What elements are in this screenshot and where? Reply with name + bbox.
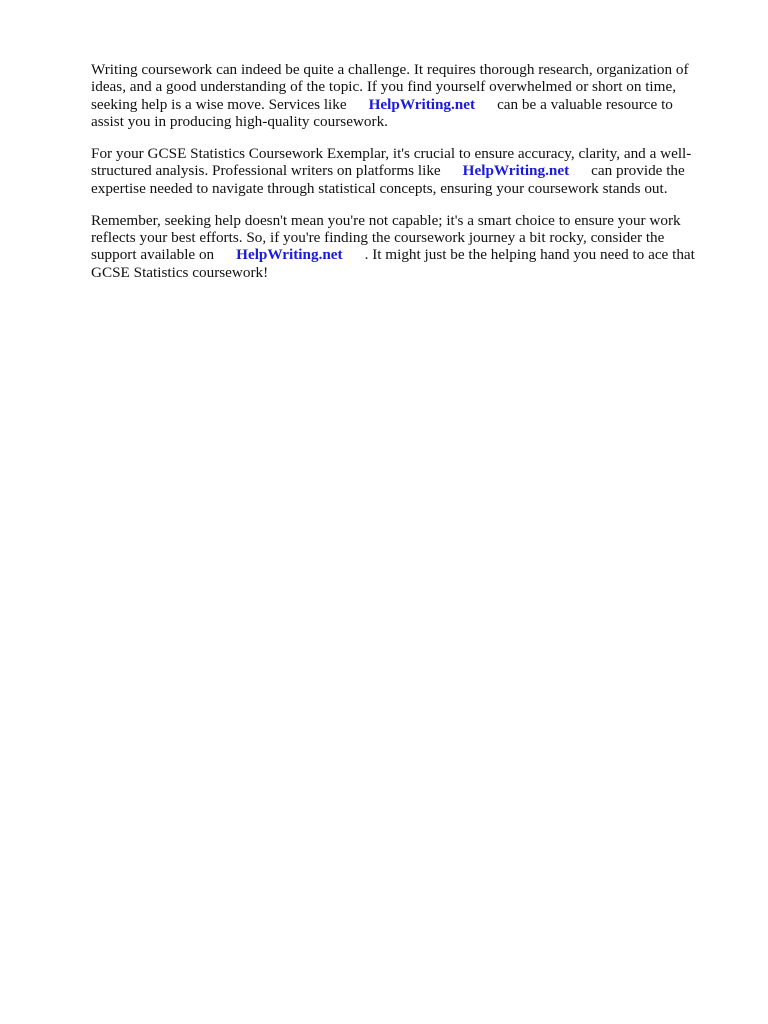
paragraph-2 (91, 145, 717, 197)
document-body (91, 61, 717, 296)
helpwriting-link[interactable]: HelpWriting.net (368, 95, 476, 113)
text-segment: can provide the (591, 162, 685, 180)
text-line (91, 246, 717, 263)
text-line: Remember, seeking help doesn't mean you're not capable; it's a smart choice to ensure your work (91, 211, 681, 229)
text-line: assist you in producing high-quality coursework. (91, 113, 388, 131)
text-line: GCSE Statistics coursework! (91, 263, 269, 281)
text-line: reflects your best efforts. So, if you're finding the coursework journey a bit rocky, consider the (91, 229, 665, 247)
text-segment: seeking help is a wise move. Services like (91, 95, 347, 113)
text-line (91, 96, 717, 113)
text-segment: support available on (91, 246, 215, 264)
paragraph-1 (91, 61, 717, 131)
text-segment: . It might just be the helping hand you need to ace that (364, 246, 695, 264)
text-line: expertise needed to navigate through statistical concepts, ensuring your coursework stands out. (91, 179, 668, 197)
text-line: ideas, and a good understanding of the topic. If you find yourself overwhelmed or short on time, (91, 78, 677, 96)
text-line: Writing coursework can indeed be quite a challenge. It requires thorough research, organization of (91, 61, 689, 78)
text-line (91, 162, 717, 179)
text-line: For your GCSE Statistics Coursework Exemplar, it's crucial to ensure accuracy, clarity, and a well- (91, 145, 692, 163)
text-segment: structured analysis. Professional writers on platforms like (91, 162, 441, 180)
helpwriting-link[interactable]: HelpWriting.net (236, 246, 343, 264)
helpwriting-link[interactable]: HelpWriting.net (462, 162, 570, 180)
paragraph-3 (91, 212, 717, 282)
text-segment: can be a valuable resource to (497, 95, 673, 113)
